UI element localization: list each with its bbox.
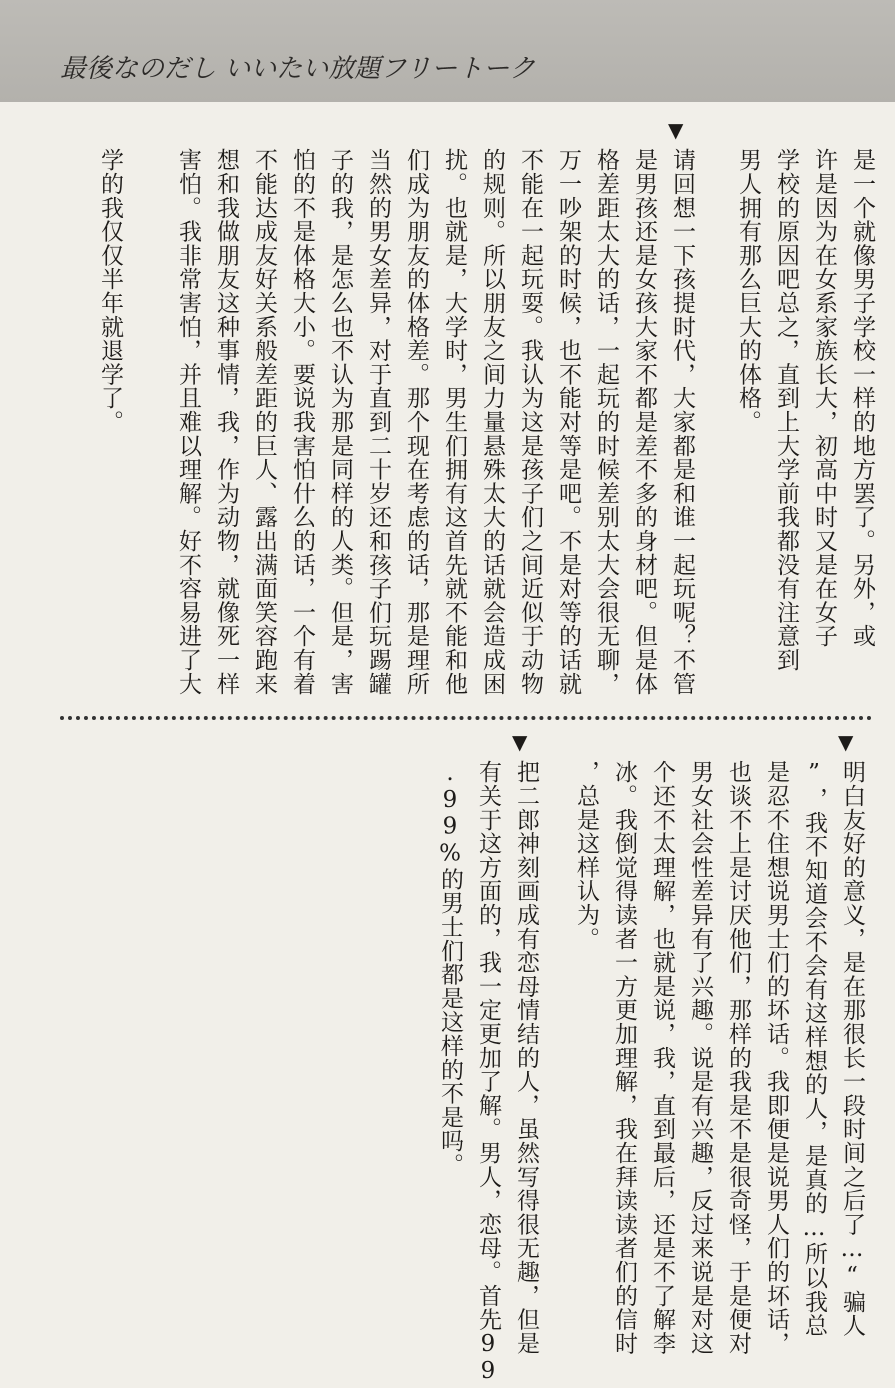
- text-column: 明白友好的意义，是在那很长一段时间之后了…“骗人: [839, 760, 865, 1338]
- text-column: 扰。也就是，大学时，男生们拥有这首先就不能和他: [441, 148, 467, 696]
- text-column: 个还不太理解，也就是说，我，直到最后，还是不了解李: [649, 760, 675, 1355]
- text-column: 冰。我倒觉得读者一方更加理解，我在拜读读者们的信时: [611, 760, 637, 1355]
- text-column: 害怕。我非常害怕，并且难以理解。好不容易进了大: [175, 148, 201, 696]
- text-column: 也谈不上是讨厌他们，那样的我是不是很奇怪，于是便对: [725, 760, 751, 1355]
- text-column: 是男孩还是女孩大家不都是差不多的身材吧。但是体: [631, 148, 657, 696]
- text-column: ”，我不知道会不会有这样想的人，是真的…所以我总: [801, 760, 827, 1338]
- text-column: 想和我做朋友这种事情，我，作为动物，就像死一样: [213, 148, 239, 696]
- text-column: 怕的不是体格大小。要说我害怕什么的话，一个有着: [289, 148, 315, 696]
- text-column: 有关于这方面的，我一定更加了解。男人，恋母。首先99: [475, 760, 501, 1385]
- text-column: 子的我，是怎么也不认为那是同样的人类。但是，害: [327, 148, 353, 696]
- top-text-section: [80, 118, 880, 718]
- text-column: 的规则。所以朋友之间力量悬殊太大的话就会造成困: [479, 148, 505, 696]
- header-title: 最後なのだし いいたい放題フリートーク: [60, 54, 536, 84]
- text-column: 学校的原因吧总之，直到上大学前我都没有注意到: [773, 148, 799, 672]
- text-column: 万一吵架的时候，也不能对等是吧。不是对等的话就: [555, 148, 581, 696]
- text-column: .99%的男士们都是这样的不是吗。: [437, 760, 463, 1177]
- text-column: ，总是这样认为。: [573, 760, 599, 951]
- text-column: 不能达成友好关系般差距的巨人、露出满面笑容跑来: [251, 148, 277, 696]
- text-column: 们成为朋友的体格差。那个现在考虑的话，那是理所: [403, 148, 429, 696]
- text-column: 当然的男女差异，对于直到二十岁还和孩子们玩踢罐: [365, 148, 391, 696]
- section-marker-icon: ▼: [838, 730, 854, 754]
- text-column: 不能在一起玩耍。我认为这是孩子们之间近似于动物: [517, 148, 543, 696]
- text-column: 是忍不住想说男士们的坏话。我即便是说男人们的坏话，: [763, 760, 789, 1355]
- header-bar: [0, 0, 895, 102]
- text-column: 是一个就像男子学校一样的地方罢了。另外，或: [849, 148, 875, 648]
- bottom-text-section: [400, 730, 880, 1385]
- section-marker-icon: ▼: [668, 118, 684, 142]
- text-column: 请回想一下孩提时代，大家都是和谁一起玩呢？不管: [669, 148, 695, 696]
- text-column: 学的我仅仅半年就退学了。: [97, 148, 123, 434]
- text-column: 男女社会性差异有了兴趣。说是有兴趣，反过来说是对这: [687, 760, 713, 1355]
- text-column: 格差距太大的话，一起玩的时候差别太大会很无聊，: [593, 148, 619, 696]
- dotted-divider: [60, 716, 872, 720]
- text-column: 把二郎神刻画成有恋母情结的人，虽然写得很无趣，但是: [513, 760, 539, 1355]
- text-column: 男人拥有那么巨大的体格。: [735, 148, 761, 434]
- section-marker-icon: ▼: [512, 730, 528, 754]
- text-column: 许是因为在女系家族长大，初高中时又是在女子: [811, 148, 837, 648]
